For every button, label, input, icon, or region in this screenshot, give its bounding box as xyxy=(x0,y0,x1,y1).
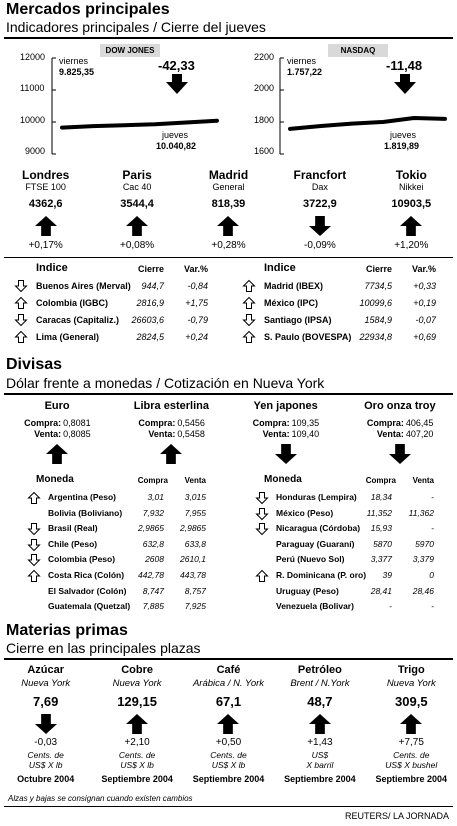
down-outline-arrow-icon xyxy=(28,539,40,551)
table-row xyxy=(228,329,456,345)
down-outline-arrow-icon xyxy=(28,554,40,566)
commodity-value: 129,15 xyxy=(117,694,157,709)
commodity-place: Nueva York xyxy=(112,678,162,689)
index-close: 22934,8 xyxy=(359,332,392,342)
y-tick-label: 2000 xyxy=(254,83,275,93)
index-var: +1,75 xyxy=(185,298,208,308)
currency-name: Colombia (Peso) xyxy=(48,554,116,565)
up-arrow-icon xyxy=(46,444,68,464)
currency-name: R. Dominicana (P. oro) xyxy=(276,570,367,580)
chart-end-label: jueves xyxy=(390,130,417,140)
section-subtitle-commodities: Cierre en las principales plazas xyxy=(6,640,201,656)
market-index: FTSE 100 xyxy=(25,182,66,192)
section-subtitle-markets: Indicadores principales / Cierre del jueves xyxy=(6,19,266,35)
up-outline-arrow-icon xyxy=(243,331,255,343)
chart-start-label: viernes xyxy=(59,56,89,66)
section-title-commodities: Materias primas xyxy=(6,622,128,639)
fx-table-right xyxy=(228,470,457,615)
up-arrow-icon xyxy=(400,714,422,734)
up-arrow-icon xyxy=(217,714,239,734)
y-tick-label: 11000 xyxy=(20,83,45,93)
currency-buy: 632,8 xyxy=(142,538,164,549)
section-rule xyxy=(4,393,453,395)
commodity-month: Septiembre 2004 xyxy=(375,774,448,784)
chart-change: -11,48 xyxy=(386,58,423,73)
up-outline-arrow-icon xyxy=(256,570,268,582)
table-row xyxy=(0,537,228,552)
column-header-index: Indice xyxy=(36,262,68,274)
table-row xyxy=(228,537,456,552)
chart-start-value: 1.757,22 xyxy=(287,67,323,77)
market-value: 4362,6 xyxy=(28,198,63,210)
currency-buy: 28,41 xyxy=(370,585,392,596)
table-row xyxy=(0,584,228,599)
currency-buy: 2,9865 xyxy=(138,523,164,534)
fx-sell-label: Venta: xyxy=(376,429,404,439)
currency-sell: - xyxy=(431,523,434,534)
index-name: Lima (General) xyxy=(36,332,100,342)
fx-major-name: Yen japones xyxy=(253,400,318,412)
commodity-unit: US$ X lb xyxy=(211,760,246,770)
commodity-unit: Cents. de xyxy=(210,750,247,760)
currency-name: Guatemala (Quetzal) xyxy=(48,601,131,612)
fx-sell-value: 407,20 xyxy=(405,429,434,439)
table-row xyxy=(228,599,456,614)
up-outline-arrow-icon xyxy=(28,492,40,504)
chart-start-value: 9.825,35 xyxy=(59,67,95,77)
table-row xyxy=(0,278,228,294)
column-header-currency: Moneda xyxy=(264,474,302,485)
index-name: S. Paulo (BOVESPA) xyxy=(264,332,352,342)
table-row xyxy=(228,521,456,536)
fx-sell-value: 0,8085 xyxy=(63,429,91,439)
commodity-unit: Cents. de xyxy=(27,750,64,760)
y-tick-label: 2200 xyxy=(254,52,275,62)
currency-sell: - xyxy=(431,601,434,612)
down-outline-arrow-icon xyxy=(256,523,268,535)
fx-buy-value: 0,5456 xyxy=(177,418,205,428)
commodity-name: Café xyxy=(216,664,241,676)
up-arrow-icon xyxy=(35,216,57,236)
index-var: +0,24 xyxy=(185,332,208,342)
commodity-unit: US$ xyxy=(311,750,329,760)
currency-sell: 633,8 xyxy=(184,538,206,549)
divider xyxy=(4,257,453,258)
commodity-column xyxy=(183,662,274,787)
fx-buy-label: Compra: xyxy=(24,418,62,428)
table-row xyxy=(0,521,228,536)
table-row xyxy=(228,552,456,567)
up-outline-arrow-icon xyxy=(28,570,40,582)
market-column xyxy=(91,166,182,256)
chart-start-label: viernes xyxy=(287,56,317,66)
currency-sell: 5970 xyxy=(415,538,434,549)
fx-major-column xyxy=(343,398,457,468)
commodity-change: +7,75 xyxy=(398,737,424,748)
currency-name: Brasil (Real) xyxy=(48,523,98,534)
section-rule xyxy=(4,37,453,39)
market-pct: +0,28% xyxy=(211,240,246,251)
column-header-index: Indice xyxy=(264,262,296,274)
currency-sell: 2610,1 xyxy=(180,554,206,565)
market-index: General xyxy=(212,182,245,192)
table-row xyxy=(0,295,228,311)
fx-major-column xyxy=(114,398,228,468)
commodity-change: -0,03 xyxy=(34,737,58,748)
down-outline-arrow-icon xyxy=(15,280,27,292)
column-header-var: Var.% xyxy=(411,264,436,274)
column-header-sell: Venta xyxy=(412,476,434,485)
table-row xyxy=(228,584,456,599)
market-pct: +0,08% xyxy=(119,240,155,251)
fx-sell-label: Venta: xyxy=(34,429,62,439)
index-var: -0,79 xyxy=(187,315,208,325)
credit: REUTERS/ LA JORNADA xyxy=(344,811,449,821)
index-var: -0,07 xyxy=(415,315,436,325)
commodity-unit: US$ X bushel xyxy=(385,760,438,770)
index-var: +0,69 xyxy=(413,332,436,342)
down-outline-arrow-icon xyxy=(243,314,255,326)
y-tick-label: 10000 xyxy=(20,115,46,125)
y-tick-label: 1800 xyxy=(254,115,275,125)
down-arrow-icon xyxy=(275,444,297,464)
commodity-unit: Cents. de xyxy=(118,750,156,760)
table-row xyxy=(0,312,228,328)
market-column xyxy=(274,166,365,256)
chart-plot-area xyxy=(280,40,455,160)
commodity-month: Septiembre 2004 xyxy=(284,774,356,784)
market-index: Dax xyxy=(311,182,328,192)
market-city: Francfort xyxy=(293,168,347,182)
index-var: +0,19 xyxy=(413,298,436,308)
table-row xyxy=(228,568,456,583)
chart-end-label: jueves xyxy=(162,130,189,140)
commodities-row xyxy=(0,662,457,787)
index-name: Madrid (IBEX) xyxy=(264,281,324,291)
currency-name: El Salvador (Colón) xyxy=(48,585,127,596)
chart-title: DOW JONES xyxy=(100,44,160,57)
section-title-markets: Mercados principales xyxy=(6,1,170,18)
currency-sell: 11,362 xyxy=(408,507,434,518)
currency-buy: 7,885 xyxy=(142,601,164,612)
commodity-unit: Cents. de xyxy=(393,750,430,760)
currency-buy: 15,93 xyxy=(370,523,392,534)
commodity-change: +1,43 xyxy=(307,737,333,748)
currency-sell: 0 xyxy=(429,570,434,580)
currency-sell: 7,925 xyxy=(184,601,206,612)
commodity-value: 309,5 xyxy=(395,694,428,709)
currency-sell: 28,46 xyxy=(412,585,434,596)
commodity-name: Cobre xyxy=(121,664,153,676)
down-outline-arrow-icon xyxy=(15,314,27,326)
index-close: 2824,5 xyxy=(136,332,164,342)
commodity-month: Septiembre 2004 xyxy=(101,774,173,784)
market-index: Nikkei xyxy=(399,182,424,192)
down-arrow-icon xyxy=(35,714,57,734)
index-var: +0,33 xyxy=(413,281,436,291)
table-row xyxy=(0,599,228,614)
up-outline-arrow-icon xyxy=(15,297,27,309)
currency-name: Venezuela (Bolivar) xyxy=(276,601,354,612)
market-pct: -0,09% xyxy=(304,240,336,251)
commodity-value: 67,1 xyxy=(215,694,242,709)
currency-sell: 3,379 xyxy=(412,554,434,565)
currency-name: Uruguay (Peso) xyxy=(276,585,339,596)
chart-end-value: 10.040,82 xyxy=(156,141,197,151)
index-var: -0,84 xyxy=(187,281,208,291)
down-outline-arrow-icon xyxy=(256,508,268,520)
commodity-column xyxy=(0,662,91,787)
down-outline-arrow-icon xyxy=(256,492,268,504)
column-header-currency: Moneda xyxy=(36,474,74,485)
commodity-column xyxy=(274,662,365,787)
divider xyxy=(4,806,453,807)
column-header-close: Cierre xyxy=(137,264,164,274)
currency-buy: 5870 xyxy=(373,538,392,549)
commodity-value: 7,69 xyxy=(33,694,59,709)
commodity-place: Brent / N.York xyxy=(290,678,350,689)
series-line xyxy=(290,118,445,129)
chart-title: NASDAQ xyxy=(328,44,388,57)
table-row xyxy=(228,506,456,521)
section-title-fx: Divisas xyxy=(6,356,63,373)
commodity-place: Nueva York xyxy=(21,678,71,689)
fx-sell-label: Venta: xyxy=(262,429,290,439)
commodity-unit: X barril xyxy=(306,760,334,770)
market-pct: +0,17% xyxy=(28,240,63,251)
indices-table-right xyxy=(228,262,457,342)
up-arrow-icon xyxy=(160,444,182,464)
fx-major-name: Libra esterlina xyxy=(133,400,209,412)
currency-name: Chile (Peso) xyxy=(48,538,98,549)
market-column xyxy=(0,166,91,256)
fx-table-left xyxy=(0,470,228,615)
up-outline-arrow-icon xyxy=(243,297,255,309)
y-tick-label: 9000 xyxy=(25,146,46,156)
chart-change: -42,33 xyxy=(158,58,195,73)
column-header-sell: Venta xyxy=(184,476,206,485)
fx-buy-label: Compra: xyxy=(138,418,176,428)
chart-plot-area xyxy=(52,40,227,160)
fx-major-name: Euro xyxy=(44,400,70,412)
market-value: 10903,5 xyxy=(391,198,432,210)
index-name: Caracas (Capitaliz.) xyxy=(36,315,120,325)
table-row xyxy=(0,568,228,583)
up-arrow-icon xyxy=(217,216,239,236)
market-pct: +1,20% xyxy=(394,240,429,251)
market-city: Paris xyxy=(122,168,152,182)
fx-sell-value: 109,40 xyxy=(291,429,320,439)
down-arrow-icon xyxy=(389,444,411,464)
table-row xyxy=(228,278,456,294)
fx-major-column xyxy=(0,398,114,468)
market-column xyxy=(183,166,274,256)
table-row xyxy=(0,490,228,505)
commodity-column xyxy=(91,662,182,787)
chart-nasdaq xyxy=(228,40,457,165)
index-close: 1584,9 xyxy=(364,315,392,325)
fx-major-name: Oro onza troy xyxy=(364,400,436,412)
commodity-month: Octubre 2004 xyxy=(17,774,75,784)
currency-name: Costa Rica (Colón) xyxy=(48,570,125,580)
currency-name: Argentina (Peso) xyxy=(48,492,117,502)
currency-buy: 39 xyxy=(382,570,392,580)
market-value: 3722,9 xyxy=(303,198,337,210)
index-close: 10099,6 xyxy=(359,298,392,308)
commodity-name: Trigo xyxy=(397,664,425,676)
fx-buy-label: Compra: xyxy=(366,418,404,428)
fx-sell-value: 0,5458 xyxy=(177,429,205,439)
currency-name: Paraguay (Guaraní) xyxy=(276,538,355,549)
currency-sell: 7,955 xyxy=(184,507,206,518)
currency-buy: 11,352 xyxy=(366,507,392,518)
fx-majors-row xyxy=(0,398,457,468)
column-header-buy: Compra xyxy=(365,476,396,485)
fx-buy-value: 0,8081 xyxy=(63,418,91,428)
currency-sell: 2,9865 xyxy=(180,523,206,534)
series-line xyxy=(62,121,217,128)
index-name: México (IPC) xyxy=(264,298,319,308)
indices-table-left xyxy=(0,262,228,342)
currency-buy: 7,932 xyxy=(142,507,164,518)
commodity-unit: US$ X lb xyxy=(28,760,63,770)
currency-buy: 2608 xyxy=(145,554,164,565)
up-arrow-icon xyxy=(309,714,331,734)
table-row xyxy=(228,312,456,328)
currency-sell: - xyxy=(431,492,434,502)
currency-sell: 443,78 xyxy=(180,570,206,580)
currency-buy: 3,377 xyxy=(370,554,392,565)
currency-buy: 442,78 xyxy=(138,570,164,580)
column-header-close: Cierre xyxy=(365,264,392,274)
currency-buy: 18,34 xyxy=(370,492,392,502)
market-city: Madrid xyxy=(208,168,249,182)
currency-buy: - xyxy=(389,601,392,612)
index-name: Colombia (IGBC) xyxy=(36,298,108,308)
markets-row xyxy=(0,166,457,256)
table-row xyxy=(0,329,228,345)
table-row xyxy=(0,552,228,567)
y-tick-label: 1600 xyxy=(254,146,275,156)
market-value: 818,39 xyxy=(211,198,246,210)
currency-name: Perú (Nuevo Sol) xyxy=(276,554,345,565)
commodity-name: Petróleo xyxy=(297,664,342,676)
up-arrow-icon xyxy=(400,216,422,236)
table-row xyxy=(228,295,456,311)
index-close: 2816,9 xyxy=(136,298,164,308)
commodity-change: +2,10 xyxy=(124,737,150,748)
footnote: Alzas y bajas se consignan cuando existen cambios xyxy=(8,794,193,803)
commodity-name: Azúcar xyxy=(27,664,65,676)
up-arrow-icon xyxy=(126,216,148,236)
column-header-buy: Compra xyxy=(137,476,168,485)
fx-buy-label: Compra: xyxy=(252,418,290,428)
currency-name: Bolivia (Boliviano) xyxy=(48,507,123,518)
down-outline-arrow-icon xyxy=(28,523,40,535)
commodity-column xyxy=(366,662,457,787)
commodity-value: 48,7 xyxy=(307,694,333,709)
market-city: Londres xyxy=(22,168,70,182)
y-tick-label: 12000 xyxy=(20,52,46,62)
market-index: Cac 40 xyxy=(122,182,152,192)
currency-buy: 3,01 xyxy=(147,492,164,502)
fx-buy-value: 406,45 xyxy=(405,418,434,428)
fx-buy-value: 109,35 xyxy=(291,418,320,428)
currency-name: Honduras (Lempira) xyxy=(276,492,357,502)
index-close: 26603,6 xyxy=(131,315,164,325)
table-row xyxy=(228,490,456,505)
chart-end-value: 1.819,89 xyxy=(384,141,420,151)
section-subtitle-fx: Dólar frente a monedas / Cotización en Nueva York xyxy=(6,375,325,391)
index-close: 7734,5 xyxy=(364,281,392,291)
commodity-month: Septiembre 2004 xyxy=(192,774,265,784)
currency-buy: 8,747 xyxy=(142,585,164,596)
commodity-place: Nueva York xyxy=(386,678,436,689)
market-column xyxy=(366,166,457,256)
commodity-unit: US$ X lb xyxy=(120,760,154,770)
up-arrow-icon xyxy=(126,714,148,734)
market-city: Tokio xyxy=(395,168,427,182)
table-row xyxy=(0,506,228,521)
fx-sell-label: Venta: xyxy=(148,429,176,439)
index-name: Santiago (IPSA) xyxy=(264,315,332,325)
commodity-change: +0,50 xyxy=(215,737,242,748)
column-header-var: Var.% xyxy=(183,264,208,274)
currency-sell: 3,015 xyxy=(184,492,206,502)
up-outline-arrow-icon xyxy=(243,280,255,292)
down-arrow-icon xyxy=(309,216,331,236)
currency-name: Nicaragua (Córdoba) xyxy=(276,523,361,534)
index-close: 944,7 xyxy=(141,281,164,291)
market-value: 3544,4 xyxy=(120,198,154,210)
currency-sell: 8,757 xyxy=(184,585,206,596)
index-name: Buenos Aires (Merval) xyxy=(36,281,131,291)
up-outline-arrow-icon xyxy=(15,331,27,343)
currency-name: México (Peso) xyxy=(276,507,334,518)
fx-major-column xyxy=(229,398,343,468)
section-rule xyxy=(4,658,453,660)
commodity-place: Arábica / N. York xyxy=(192,678,265,689)
chart-dow-jones xyxy=(0,40,228,165)
